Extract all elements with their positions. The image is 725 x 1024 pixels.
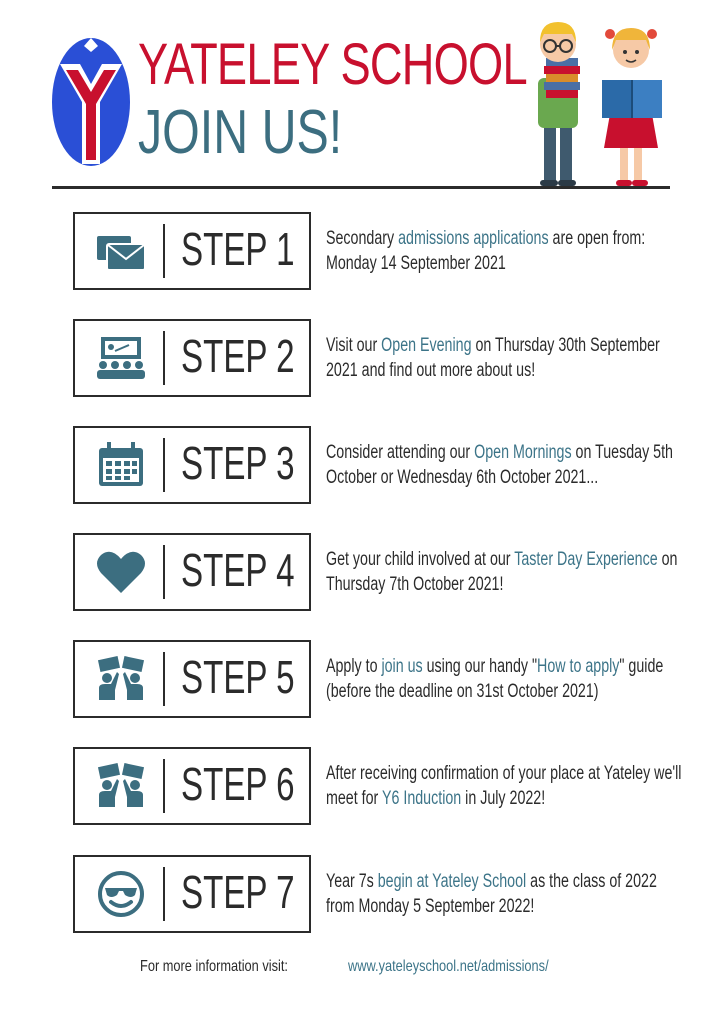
smiley-sunglasses-icon — [95, 871, 147, 917]
admissions-link[interactable]: admissions applications — [398, 228, 549, 249]
step-divider — [163, 438, 165, 492]
step-label: STEP 4 — [181, 544, 295, 596]
school-name: YATELEY SCHOOL — [138, 32, 527, 97]
step-description: Consider attending our Open Mornings on Tuesday 5th October or Wednesday 6th October 2021... — [326, 442, 673, 488]
presentation-icon — [95, 335, 147, 381]
header-divider — [52, 186, 670, 189]
step-label: STEP 2 — [181, 330, 295, 382]
step-description: Year 7s begin at Yateley School as the class of 2022 from Monday 5 September 2022! — [326, 871, 657, 917]
step-label: STEP 5 — [181, 651, 295, 703]
step-3 — [0, 426, 725, 504]
step-divider — [163, 652, 165, 706]
step-divider — [163, 545, 165, 599]
open-mornings-link[interactable]: Open Mornings — [474, 442, 572, 463]
step-4-box — [73, 533, 311, 611]
envelope-icon — [95, 228, 147, 274]
heart-icon — [95, 549, 147, 595]
join-us-link[interactable]: join us — [381, 656, 423, 677]
step-label: STEP 7 — [181, 866, 295, 918]
step-7-box — [73, 855, 311, 933]
people-signs-icon — [95, 763, 147, 809]
people-signs-icon — [95, 656, 147, 702]
step-6-box — [73, 747, 311, 825]
how-to-apply-link[interactable]: How to apply — [537, 656, 620, 677]
step-description: Apply to join us using our handy "How to apply" guide (before the deadline on 31st October 2021) — [326, 656, 664, 702]
step-divider — [163, 867, 165, 921]
step-divider — [163, 224, 165, 278]
children-illustration — [522, 14, 682, 190]
step-6 — [0, 747, 725, 825]
step-description: Get your child involved at our Taster Day Experience on Thursday 7th October 2021! — [326, 549, 678, 595]
open-evening-link[interactable]: Open Evening — [381, 335, 472, 356]
page-title: JOIN US! — [138, 98, 343, 167]
calendar-icon — [95, 442, 147, 488]
footer-link[interactable]: www.yateleyschool.net/admissions/ — [348, 958, 549, 975]
step-label: STEP 1 — [181, 223, 295, 275]
step-1 — [0, 212, 725, 290]
step-2-box — [73, 319, 311, 397]
step-1-box — [73, 212, 311, 290]
step-5-box — [73, 640, 311, 718]
taster-day-link[interactable]: Taster Day Experience — [514, 549, 658, 570]
step-description: Secondary admissions applications are open from: Monday 14 September 2021 — [326, 228, 646, 274]
step-3-box — [73, 426, 311, 504]
step-divider — [163, 331, 165, 385]
step-description: After receiving confirmation of your place at Yateley we'll meet for Y6 Induction in July 2022! — [326, 763, 682, 809]
begin-at-yateley-link[interactable]: begin at Yateley School — [377, 871, 527, 892]
step-divider — [163, 759, 165, 813]
step-2 — [0, 319, 725, 397]
school-logo — [50, 32, 132, 168]
footer-label: For more information visit: — [140, 958, 288, 975]
y6-induction-link[interactable]: Y6 Induction — [381, 788, 462, 809]
step-label: STEP 6 — [181, 758, 295, 810]
step-label: STEP 3 — [181, 437, 295, 489]
step-4 — [0, 533, 725, 611]
step-description: Visit our Open Evening on Thursday 30th September 2021 and find out more about us! — [326, 335, 660, 381]
step-7 — [0, 855, 725, 933]
step-5 — [0, 640, 725, 718]
